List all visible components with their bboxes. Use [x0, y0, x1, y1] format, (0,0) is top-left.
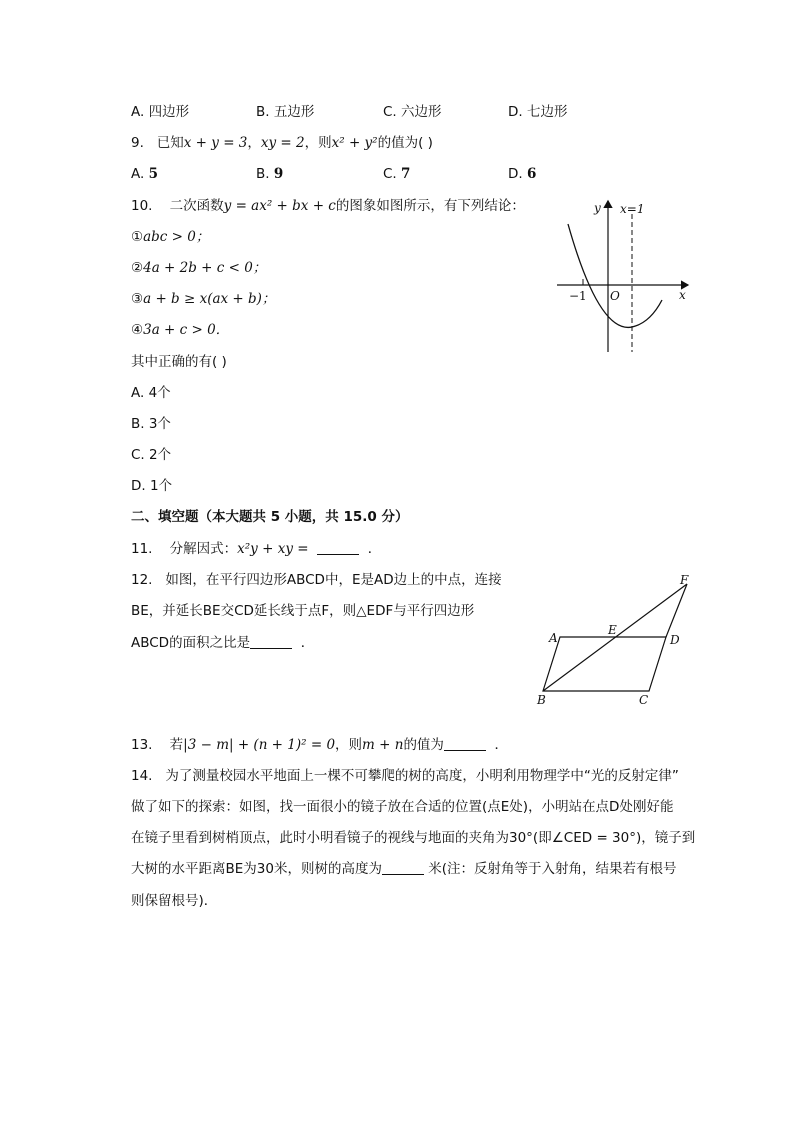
y-axis-label: y: [594, 201, 601, 215]
q13-expr-target: m + n: [362, 737, 404, 753]
root-label: −1: [569, 289, 587, 303]
q10-option-c: C. 2个: [131, 447, 172, 463]
q9-stem: [131, 133, 433, 153]
q13-expr: |3 − m| + (n + 1)² = 0: [183, 737, 336, 753]
q8-option-a: A. 四边形: [131, 104, 190, 120]
q10-conclusion-text: a + b ≥ x(ax + b)；: [143, 291, 276, 307]
q14-line-3: 在镜子里看到树梢顶点，此时小明看镜子的视线与地面的夹角为30°(即∠CED = 30°)，镜子到: [131, 830, 696, 846]
q9-option-d: [508, 164, 536, 184]
q9-text: 已知: [156, 135, 184, 151]
q11-text: 分解因式：: [169, 541, 238, 557]
q12-text: 如图，在平行四边形ABCD中，E是AD边上的中点，连接: [165, 572, 502, 588]
q9-option-b-label: B.: [256, 166, 270, 182]
parabola-curve: [568, 224, 662, 327]
q8-option-b: B. 五边形: [256, 104, 315, 120]
label-f: F: [680, 573, 689, 587]
q9-expr-target: x² + y²: [331, 135, 378, 151]
label-c: C: [639, 693, 649, 707]
q12-answer-blank[interactable]: [250, 634, 292, 649]
q9-text: ，则: [304, 135, 332, 151]
q14-line-1: [131, 766, 679, 786]
q13-tail: ．: [494, 737, 509, 753]
q10-conclusion-1: [131, 227, 209, 247]
q10-number: 10.: [131, 198, 153, 214]
q14-text: 为了测量校园水平地面上一棵不可攀爬的树的高度，小明利用物理学中“光的反射定律”: [165, 768, 679, 784]
q10-conclusion-text: 3a + c > 0．: [143, 322, 230, 338]
q14-text: 大树的水平距离BE为30米，则树的高度为: [131, 861, 382, 877]
q9-option-c-value: 7: [401, 166, 411, 182]
q11-number: 11.: [131, 541, 153, 557]
q10-conclusion-4: [131, 320, 229, 340]
q10-conclusion-3: [131, 289, 275, 309]
q10-option-b: B. 3个: [131, 416, 171, 432]
q9-option-c: [383, 164, 410, 184]
q12-parallelogram-figure: [530, 570, 700, 710]
q10-option-d: D. 1个: [131, 478, 173, 494]
q9-option-a-label: A.: [131, 166, 145, 182]
x-axis-label: x: [679, 288, 686, 302]
q10-expr: y = ax² + bx + c: [223, 198, 336, 214]
q9-option-d-label: D.: [508, 166, 523, 182]
label-b: B: [537, 693, 546, 707]
q14-answer-blank[interactable]: [382, 860, 424, 875]
q9-option-a: [131, 164, 158, 184]
q10-mark: ①: [131, 229, 144, 245]
q14-text: 米(注：反射角等于入射角，结果若有根号: [428, 861, 677, 877]
q10-mark: ④: [131, 322, 144, 338]
q12-line-1: [131, 570, 502, 590]
q8-option-d: D. 七边形: [508, 104, 568, 120]
q9-option-a-value: 5: [148, 166, 158, 182]
q9-option-c-label: C.: [383, 166, 397, 182]
q10-conclusion-2: [131, 258, 266, 278]
q14-line-2: 做了如下的探索：如图，找一面很小的镜子放在合适的位置(点E处)，小明站在点D处刚好能: [131, 799, 674, 815]
q9-sep: ，: [247, 135, 261, 151]
q11-answer-blank[interactable]: [317, 540, 359, 555]
q9-option-b-value: 9: [273, 166, 284, 182]
q10-text: 二次函数: [169, 198, 224, 214]
q10-ask: 其中正确的有( ): [131, 354, 227, 370]
q9-expr-sum: x + y = 3: [183, 135, 248, 151]
q11-expr: x²y + xy =: [237, 541, 309, 557]
label-e: E: [608, 623, 617, 637]
q8-option-c: C. 六边形: [383, 104, 442, 120]
q12-line-2: BE，并延长BE交CD延长线于点F，则△EDF与平行四边形: [131, 603, 475, 619]
q10-text: 的图象如图所示，有下列结论：: [335, 198, 525, 214]
q13-text: 若: [169, 737, 184, 753]
q10-conclusion-text: 4a + 2b + c < 0；: [143, 260, 267, 276]
q9-expr-product: xy = 2: [260, 135, 305, 151]
q10-mark: ②: [131, 260, 144, 276]
q9-number: 9.: [131, 135, 144, 151]
q13-number: 13.: [131, 737, 153, 753]
q13-text: ，则: [335, 737, 363, 753]
q9-option-d-value: 6: [526, 166, 537, 182]
q14-line-5: 则保留根号)．: [131, 893, 218, 909]
q12-line-3: [131, 633, 314, 653]
q10-conclusion-text: abc > 0；: [143, 229, 210, 245]
label-a: A: [549, 631, 558, 645]
q13-answer-blank[interactable]: [444, 736, 486, 751]
label-d: D: [670, 633, 680, 647]
q10-stem: [131, 196, 525, 216]
q10-parabola-graph: [552, 196, 697, 356]
q12-number: 12.: [131, 572, 153, 588]
section-title: 二、填空题（本大题共 5 小题，共 15.0 分）: [131, 509, 409, 525]
axis-line-label: x=1: [620, 202, 645, 216]
q9-option-b: [256, 164, 283, 184]
q14-number: 14.: [131, 768, 153, 784]
q14-line-4: [131, 859, 677, 879]
q9-text: 的值为( ): [377, 135, 433, 151]
q13-text: 的值为: [403, 737, 444, 753]
q12-tail: ．: [300, 635, 315, 651]
q13-stem: [131, 735, 508, 755]
q12-text: ABCD的面积之比是: [131, 635, 251, 651]
q11-stem: [131, 539, 381, 559]
q11-tail: ．: [367, 541, 382, 557]
q10-option-a: A. 4个: [131, 385, 171, 401]
origin-label: O: [610, 289, 620, 303]
q10-mark: ③: [131, 291, 144, 307]
